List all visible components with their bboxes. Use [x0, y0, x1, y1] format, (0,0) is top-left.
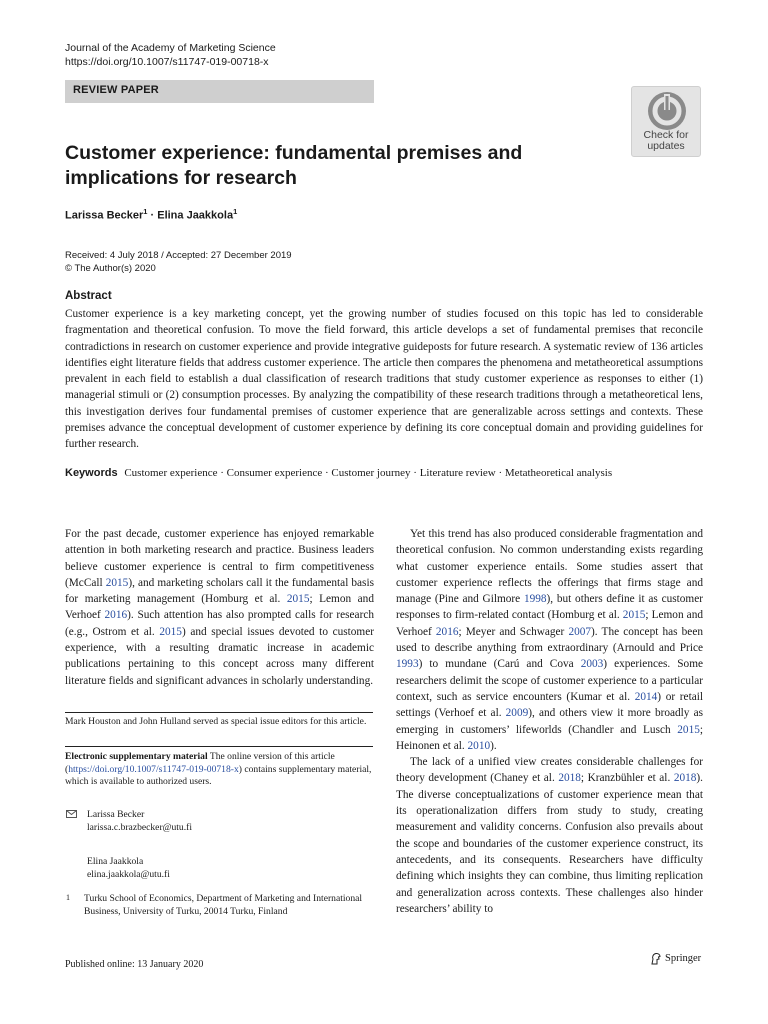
publisher-name: Springer: [665, 953, 702, 964]
article-title: Customer experience: fundamental premises and implications for research: [65, 142, 523, 189]
body-left-column: [65, 526, 374, 689]
affiliation-number: 1: [66, 893, 70, 902]
affiliation-marker: 1: [143, 207, 148, 216]
check-label-line2: updates: [647, 140, 685, 152]
contact-name: Elina Jaakkola: [87, 856, 144, 867]
intro-paragraph: For the past decade, customer experience has enjoyed remarkable attention in both marketing research and practice. Business leaders believe customer experience is central to firm competitiveness (McCall 2015), and marketing scholars call it the fundamental basis for marketing management (Homburg et al. 2015; Lemon and Verhoef 2016). Such attention has also prompted calls for research (e.g., Ostrom et al. 2015) and special issues devoted to customer experience, with a resulting dramatic increase in academic publications pertaining to this concept across many different literature fields and significant advances in scholarly understanding.: [65, 528, 374, 687]
check-label-line1: Check for: [643, 129, 689, 141]
citation-link[interactable]: 2018: [673, 772, 697, 785]
citation-link[interactable]: 2015: [286, 593, 310, 606]
citation-link[interactable]: 2016: [435, 625, 459, 638]
springer-horse-icon: [649, 952, 662, 965]
author-list: [65, 207, 237, 222]
citation-link[interactable]: 1993: [396, 658, 419, 671]
envelope-icon: [66, 810, 77, 818]
body-paragraph: Yet this trend has also produced considerable fragmentation and theoretical confusion. No common understanding exists regarding what customer experience entails. Some studies assert that customer experience reflects the offerings that firms stage and manage (Pine and Gilmore 1998), but others define it as customer responses to firm-related contact (Homburg et al. 2015; Lemon and Verhoef 2016; Meyer and Schwager 2007). The concept has been used to describe anything from extraordinary (Arnould and Price 1993) to mundane (Carú and Cova 2003) experiences. Some researchers delimit the scope of customer experience to a particular context, such as service encounters (Kumar et al. 2014) or retail settings (Verhoef et al. 2009), and others view it more broadly as emerging in customers’ lifeworlds (Chandler and Lusch 2015; Heinonen et al. 2010).: [396, 528, 704, 752]
citation-link[interactable]: 2015: [622, 609, 646, 622]
citation-link[interactable]: 2015: [159, 625, 182, 638]
contact-email[interactable]: larissa.c.brazbecker@utu.fi: [87, 822, 192, 833]
published-online: Published online: 13 January 2020: [65, 959, 204, 970]
author-name[interactable]: Elina Jaakkola: [157, 209, 234, 222]
contact-email[interactable]: elina.jaakkola@utu.fi: [87, 869, 170, 880]
journal-doi[interactable]: https://doi.org/10.1007/s11747-019-00718-x: [65, 56, 269, 68]
crossmark-icon: [646, 90, 688, 132]
abstract-heading: Abstract: [65, 290, 112, 302]
keywords: [65, 467, 705, 479]
esm-link[interactable]: https://doi.org/10.1007/s11747-019-00718-x: [68, 763, 239, 775]
contact-block: [87, 808, 192, 881]
review-paper-badge: REVIEW PAPER: [65, 80, 374, 103]
body-right-column: [396, 526, 703, 917]
body-paragraph: The lack of a unified view creates considerable challenges for theory development (Chaney et al. 2018; Kranzbühler et al. 2018). The diverse conceptualizations of customer experience mean that its operationalization differs from study to study, creating measurement and validity concerns. Confusion also prevails about the scope and boundaries of the customer experience construct, its antecedents, and its consequents. Researchers have difficulty defining which insights they can combine, thus limiting replication and generalization across contexts. These challenges also hinder researchers’ ability to: [396, 756, 703, 915]
footnote-divider: [65, 746, 373, 747]
check-for-updates-button[interactable]: [631, 86, 701, 157]
author-name[interactable]: Larissa Becker: [65, 209, 144, 222]
affiliation-text: Turku School of Economics, Department of Marketing and International Business, University of Turku, 20014 Turku, Finland: [84, 893, 363, 917]
citation-link[interactable]: 2016: [104, 609, 128, 622]
citation-link[interactable]: 2010: [467, 739, 491, 752]
keywords-list: Customer experience · Consumer experience · Customer journey · Literature review · Metatheoretical analysis: [124, 467, 613, 479]
footnote-divider: [65, 712, 373, 713]
citation-link[interactable]: 2018: [558, 772, 581, 785]
contact-name: Larissa Becker: [87, 809, 145, 820]
received-accepted: Received: 4 July 2018 / Accepted: 27 December 2019: [65, 250, 292, 261]
copyright: © The Author(s) 2020: [65, 263, 156, 274]
citation-link[interactable]: 1998: [523, 593, 547, 606]
keywords-label: Keywords: [65, 467, 118, 479]
supplementary-note: Electronic supplementary material The online version of this article (https://doi.org/10.1007/s11747-019-00718-x) contains supplementary material, which is available to authorized users.: [65, 751, 372, 787]
affiliation-marker: 1: [233, 207, 238, 216]
citation-link[interactable]: 2015: [677, 723, 700, 736]
citation-link[interactable]: 2003: [580, 658, 604, 671]
citation-link[interactable]: 2014: [634, 690, 658, 703]
springer-logo: [649, 952, 701, 965]
citation-link[interactable]: 2007: [568, 625, 592, 638]
journal-header: [65, 41, 276, 69]
abstract-text: Customer experience is a key marketing concept, yet the growing number of studies focused on this topic has led to considerable fragmentation and theoretical confusion. To move the field forward, this article develops a set of fundamental premises that reconcile contradictions in research on customer experience and provide integrative guideposts for future research. A systematic review of 136 articles identifies eight literature fields that address customer experience. The article then compares the phenomena and metatheoretical assumptions prevalent in each field to establish a dual classification of research traditions that study customer experience as responses to either (1) managerial stimuli or (2) consumption processes. By analyzing the compatibility of these research traditions through a metatheoretical lens, this investigation derives four fundamental premises of customer experience that are generalizable across settings and contexts. These premises advance the conceptual development of customer experience by defining its core conceptual domain and providing guidelines for further research.: [65, 308, 703, 451]
article-dates: [65, 249, 292, 275]
journal-name: Journal of the Academy of Marketing Science: [65, 42, 276, 54]
editors-note: Mark Houston and John Hulland served as special issue editors for this article.: [65, 716, 367, 727]
esm-label: Electronic supplementary material: [65, 751, 208, 762]
citation-link[interactable]: 2009: [505, 707, 529, 720]
citation-link[interactable]: 2015: [105, 576, 129, 589]
author-separator: ·: [147, 209, 158, 222]
